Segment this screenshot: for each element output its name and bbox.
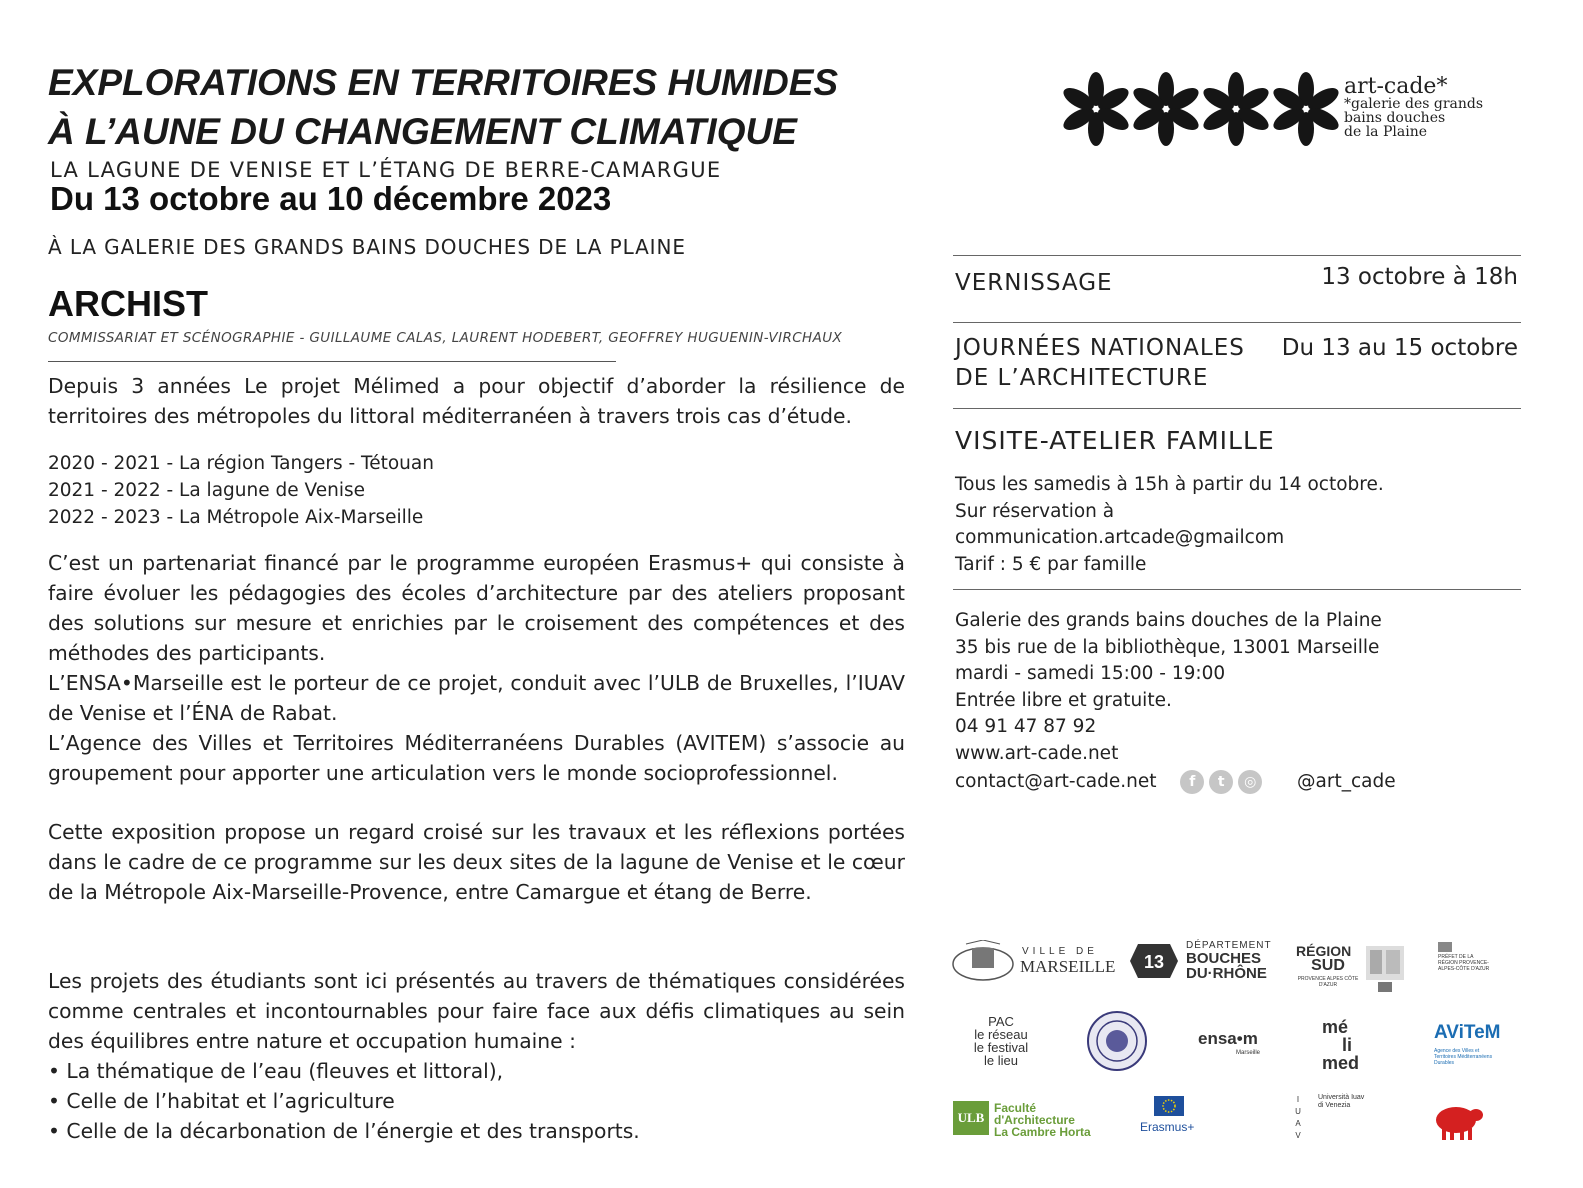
gallery-address: 35 bis rue de la bibliothèque, 13001 Marseille	[955, 636, 1380, 658]
twitter-icon[interactable]: t	[1209, 770, 1233, 794]
exhibition-venue: À LA GALERIE DES GRANDS BAINS DOUCHES DE LA PLAINE	[48, 235, 686, 259]
left-divider	[48, 361, 616, 362]
region-text: PROVENCE ALPES CÔTE D'AZUR	[1297, 976, 1359, 988]
gallery-name: Galerie des grands bains douches de la Plaine	[955, 610, 1382, 631]
atelier-email[interactable]: communication.artcade@gmailcom	[955, 527, 1285, 548]
phone-number[interactable]: 04 91 47 87 92	[955, 716, 1097, 737]
vernissage-label: VERNISSAGE	[955, 270, 1113, 296]
atelier-label: VISITE-ATELIER FAMILLE	[955, 426, 1275, 455]
avitem-sub-text: Agence des Villes et Territoires Méditerranéens Durables	[1434, 1048, 1493, 1066]
partnership-block	[48, 548, 905, 788]
ensam-sub-text: Marseille	[1236, 1050, 1261, 1056]
theme-item: • Celle de l’habitat et l’agriculture	[48, 1089, 395, 1113]
ulb-text: ULB	[957, 1110, 985, 1125]
instagram-icon[interactable]: ◎	[1238, 770, 1262, 794]
theme-item: • Celle de la décarbonation de l’énergie et des transports.	[48, 1119, 640, 1143]
divider	[953, 255, 1521, 256]
website-link[interactable]: www.art-cade.net	[955, 742, 1119, 764]
year-item: 2022 - 2023 - La Métropole Aix-Marseille	[48, 507, 424, 528]
divider	[953, 589, 1521, 590]
contact-block	[955, 608, 1396, 796]
year-item: 2020 - 2021 - La région Tangers - Tétouan	[48, 453, 434, 474]
sponsor-erasmus: Erasmus+	[1140, 1120, 1195, 1134]
facebook-icon[interactable]: f	[1180, 770, 1204, 794]
ulb-logo	[953, 1101, 989, 1135]
faculte-text: d'Architecture	[994, 1113, 1075, 1127]
iuav-text: di Venezia	[1318, 1102, 1351, 1109]
jna-date: Du 13 au 15 octobre	[1281, 335, 1518, 361]
avitem-paragraph: L’Agence des Villes et Territoires Méditerranéens Durables (AVITEM) s’associe au groupement pour apporter une articulation vers le monde socioprofessionnel.	[48, 731, 905, 785]
ena-rabat-seal-icon	[1086, 1010, 1148, 1072]
organizer-name: ARCHIST	[48, 283, 208, 324]
curator-credits: COMMISSARIAT ET SCÉNOGRAPHIE - GUILLAUME CALAS, LAURENT HODEBERT, GEOFFREY HUGUENIN-VIRCHAUX	[48, 330, 843, 346]
contact-email[interactable]: contact@art-cade.net	[955, 771, 1157, 792]
asterisks-icon	[1058, 68, 1348, 158]
vernissage-date: 13 octobre à 18h	[1321, 264, 1518, 290]
themes-list	[48, 1056, 640, 1146]
region-text: RÉGION	[1296, 943, 1352, 959]
intro-paragraph: Depuis 3 années Le projet Mélimed a pour objectif d’aborder la résilience de territoires des métropoles du littoral méditerranéen à travers trois cas d’étude.	[48, 374, 905, 428]
brand-sub-line: bains douches	[1344, 110, 1446, 126]
melimed-text: mé	[1322, 1017, 1349, 1037]
social-handle[interactable]: @art_cade	[1297, 771, 1396, 792]
jna-label	[955, 333, 1245, 393]
region-text: SUD	[1311, 957, 1345, 974]
divider	[953, 322, 1521, 323]
exhibition-dates: Du 13 octobre au 10 décembre 2023	[50, 180, 612, 217]
jna-label-line: DE L’ARCHITECTURE	[955, 365, 1209, 391]
brand-subtitle	[1344, 97, 1483, 139]
atelier-line: Tous les samedis à 15h à partir du 14 octobre.	[955, 474, 1384, 495]
sponsor-melimed	[1322, 1018, 1359, 1072]
departement-13-icon	[1128, 940, 1180, 982]
brand-sub-line: de la Plaine	[1344, 124, 1427, 140]
sponsor-avitem: AViTeM	[1434, 1022, 1501, 1043]
atelier-details	[955, 472, 1384, 578]
republique-flag-icon	[1438, 942, 1452, 952]
departement-text: DÉPARTEMENT	[1186, 940, 1272, 951]
region-shield-icon	[1364, 944, 1408, 994]
eu-flag-icon	[1154, 1096, 1184, 1116]
atelier-line: Sur réservation à	[955, 500, 1115, 522]
departement-text: BOUCHES	[1186, 950, 1262, 967]
contact-row	[955, 769, 1396, 796]
entry-info: Entrée libre et gratuite.	[955, 689, 1172, 711]
pac-text: le festival	[973, 1040, 1029, 1055]
theme-item: • La thématique de l’eau (fleuves et littoral),	[48, 1059, 504, 1083]
title-line-2: À L’AUNE DU CHANGEMENT CLIMATIQUE	[48, 111, 797, 152]
pac-text: le lieu	[984, 1053, 1018, 1068]
exhibition-title	[48, 58, 838, 156]
ensa-paragraph: L’ENSA•Marseille est le porteur de ce projet, conduit avec l’ULB de Bruxelles, l’IUAV de Venise et l’ÉNA de Rabat.	[48, 671, 905, 725]
faculte-text: La Cambre Horta	[994, 1125, 1091, 1139]
title-line-1: EXPLORATIONS EN TERRITOIRES HUMIDES	[48, 62, 839, 103]
iuav-letters: I U A V	[1295, 1095, 1301, 1140]
faculte-text: Faculté	[994, 1101, 1037, 1115]
melimed-text: li	[1342, 1035, 1353, 1055]
partnership-paragraph: C’est un partenariat financé par le programme européen Erasmus+ qui consiste à faire évoluer les pédagogies des écoles d’architecture par des ateliers proposant des solutions sur mesure et enrichies par le croisement des compétences et des méthodes des participants.	[48, 551, 905, 665]
sponsor-ensam: ensa•m	[1198, 1029, 1258, 1048]
sponsor-faculte	[994, 1102, 1091, 1138]
departement-text: DU·RHÔNE	[1186, 965, 1267, 982]
projects-paragraph: Les projets des étudiants sont ici présentés au travers de thématiques considérées comme centrales et incontournables pour faire face aux défis climatiques au sein des équilibres entre nature et occupation humaine :	[48, 969, 905, 1053]
exhibition-subtitle: LA LAGUNE DE VENISE ET L’ÉTANG DE BERRE-CAMARGUE	[50, 158, 722, 182]
year-item: 2021 - 2022 - La lagune de Venise	[48, 480, 365, 501]
atelier-line: Tarif : 5 € par famille	[955, 553, 1147, 575]
sponsor-pac	[960, 1015, 1042, 1067]
red-sheep-icon	[1434, 1100, 1484, 1142]
pac-text: le réseau	[974, 1027, 1028, 1042]
jna-label-line: JOURNÉES NATIONALES	[955, 335, 1245, 361]
marseille-crest-icon	[948, 940, 1018, 982]
iuav-text: Università Iuav	[1318, 1094, 1365, 1101]
pac-text: PAC	[988, 1014, 1014, 1029]
svg-text:13: 13	[1143, 952, 1165, 972]
brand-name: art-cade*	[1344, 74, 1448, 99]
marseille-text: MARSEILLE	[1020, 957, 1116, 976]
opening-hours: mardi - samedi 15:00 - 19:00	[955, 663, 1226, 684]
years-list	[48, 450, 434, 531]
melimed-text: med	[1322, 1053, 1360, 1073]
exposition-paragraph: Cette exposition propose un regard croisé sur les travaux et les réflexions portées dans le cadre de ce programme sur les deux sites de la lagune de Venise et le cœur de la Métropole Aix-Marseille-Provence, entre Camargue et étang de Berre.	[48, 820, 905, 904]
divider	[953, 408, 1521, 409]
sponsor-iuav	[1318, 1094, 1364, 1110]
marseille-text: VILLE DE	[1022, 946, 1098, 957]
prefet-text: PRÉFET DE LA RÉGION PROVENCE-ALPES-CÔTE D'AZUR	[1438, 954, 1490, 972]
brand-sub-line: *galerie des grands	[1344, 96, 1484, 112]
